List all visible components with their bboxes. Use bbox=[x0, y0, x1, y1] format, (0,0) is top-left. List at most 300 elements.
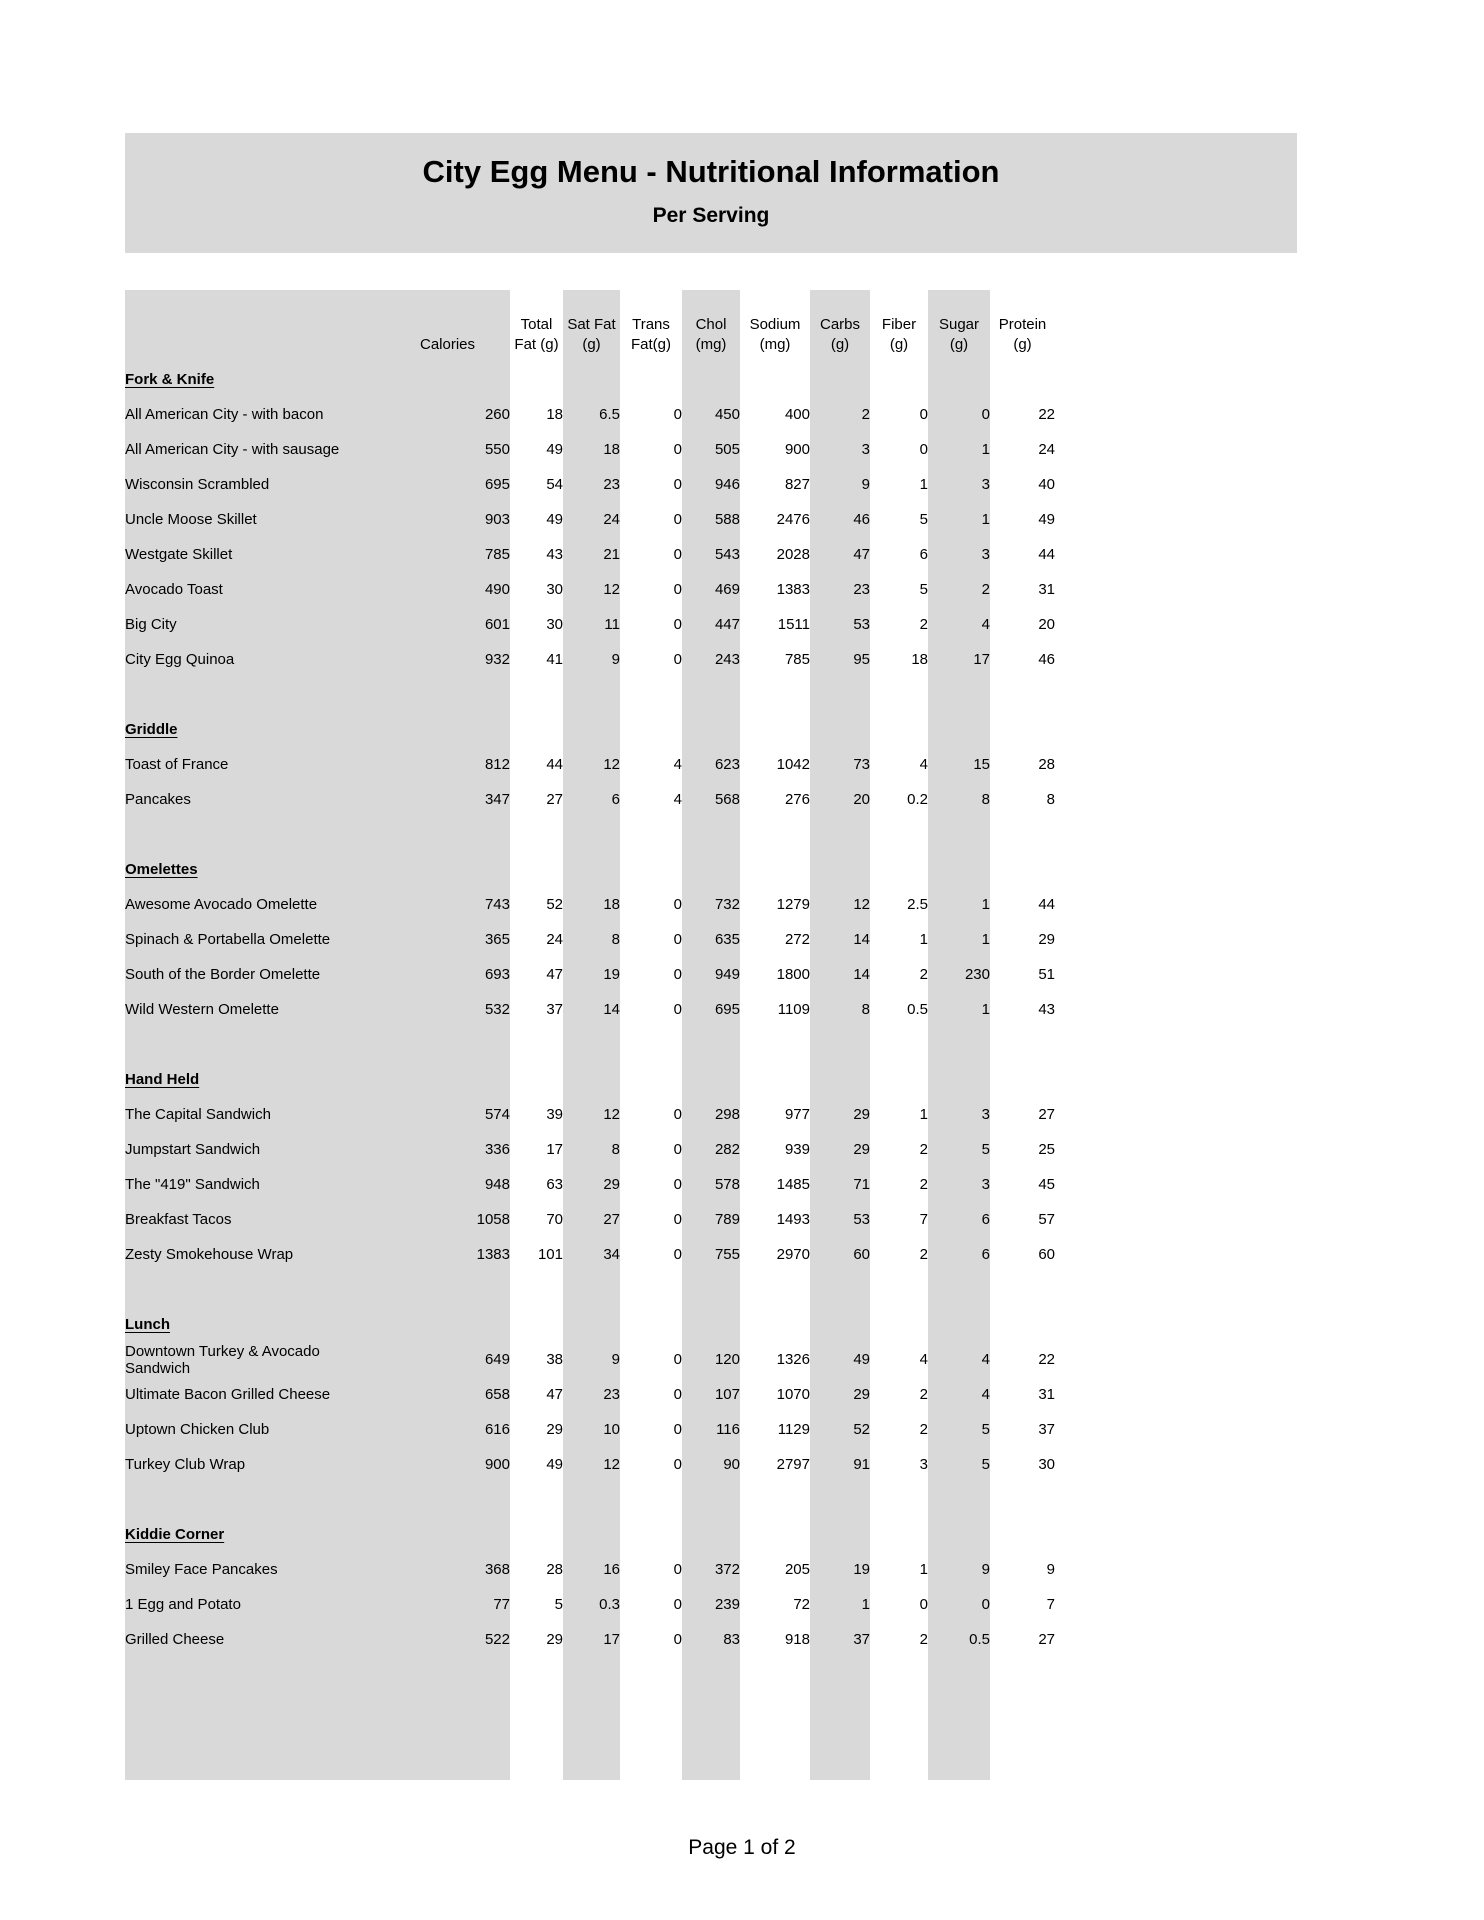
value-cell: 693 bbox=[385, 957, 510, 992]
title-banner bbox=[125, 133, 1297, 253]
spacer-cell bbox=[990, 817, 1055, 852]
value-cell: 2 bbox=[919, 966, 928, 983]
spacer-cell bbox=[510, 1027, 563, 1062]
value-cell: 52 bbox=[546, 896, 563, 913]
value-cell: 365 bbox=[385, 922, 510, 957]
value-cell: 1 bbox=[919, 1106, 928, 1123]
filler-cell bbox=[620, 1657, 682, 1780]
spacer-cell bbox=[990, 1027, 1055, 1062]
table-row bbox=[125, 607, 1055, 642]
value-cell: 0.2 bbox=[907, 791, 928, 808]
value-cell: 732 bbox=[682, 887, 740, 922]
value-cell: 949 bbox=[682, 957, 740, 992]
empty-cell bbox=[740, 852, 810, 887]
empty-cell bbox=[510, 1307, 563, 1342]
value-cell: 27 bbox=[1038, 1106, 1055, 1123]
item-name: Zesty Smokehouse Wrap bbox=[125, 1237, 385, 1272]
table-row bbox=[125, 1622, 1055, 1657]
value-cell: 29 bbox=[546, 1421, 563, 1438]
empty-cell bbox=[928, 1307, 990, 1342]
value-cell: 53 bbox=[810, 1202, 870, 1237]
value-cell: 743 bbox=[385, 887, 510, 922]
value-cell: 1485 bbox=[776, 1176, 810, 1193]
value-cell: 41 bbox=[546, 651, 563, 668]
value-cell: 1 bbox=[928, 432, 990, 467]
value-cell: 276 bbox=[784, 791, 810, 808]
value-cell: 1 bbox=[928, 887, 990, 922]
table-row bbox=[125, 1412, 1055, 1447]
value-cell: 948 bbox=[385, 1167, 510, 1202]
spacer-cell bbox=[510, 817, 563, 852]
value-cell: 11 bbox=[563, 607, 620, 642]
value-cell: 116 bbox=[682, 1412, 740, 1447]
value-cell: 17 bbox=[563, 1622, 620, 1657]
value-cell: 44 bbox=[1038, 896, 1055, 913]
value-cell: 8 bbox=[563, 922, 620, 957]
column-header: Protein (g) bbox=[998, 315, 1047, 353]
empty-cell bbox=[682, 362, 740, 397]
value-cell: 1383 bbox=[776, 581, 810, 598]
value-cell: 15 bbox=[928, 747, 990, 782]
empty-cell bbox=[740, 712, 810, 747]
item-name: All American City - with bacon bbox=[125, 397, 385, 432]
value-cell: 19 bbox=[563, 957, 620, 992]
value-cell: 39 bbox=[546, 1106, 563, 1123]
item-name: Awesome Avocado Omelette bbox=[125, 887, 385, 922]
value-cell: 0 bbox=[919, 1596, 928, 1613]
empty-cell bbox=[510, 712, 563, 747]
table-row bbox=[125, 747, 1055, 782]
value-cell: 20 bbox=[810, 782, 870, 817]
value-cell: 28 bbox=[546, 1561, 563, 1578]
value-cell: 903 bbox=[385, 502, 510, 537]
spacer-cell bbox=[870, 1482, 928, 1517]
value-cell: 44 bbox=[1038, 546, 1055, 563]
value-cell: 1070 bbox=[776, 1386, 810, 1403]
spacer-cell bbox=[510, 677, 563, 712]
spacer-cell bbox=[740, 1027, 810, 1062]
spacer-cell bbox=[682, 677, 740, 712]
empty-cell bbox=[810, 1062, 870, 1097]
filler-cell bbox=[682, 1657, 740, 1780]
value-cell: 9 bbox=[563, 1342, 620, 1377]
spacer-cell bbox=[510, 1272, 563, 1307]
value-cell: 3 bbox=[928, 1097, 990, 1132]
value-cell: 4 bbox=[673, 791, 682, 808]
value-cell: 6 bbox=[919, 546, 928, 563]
item-name: The Capital Sandwich bbox=[125, 1097, 385, 1132]
value-cell: 49 bbox=[546, 511, 563, 528]
spacer-cell bbox=[870, 1272, 928, 1307]
value-cell: 30 bbox=[546, 616, 563, 633]
spacer-cell bbox=[870, 677, 928, 712]
table-row bbox=[125, 432, 1055, 467]
value-cell: 0 bbox=[673, 1386, 682, 1403]
value-cell: 532 bbox=[385, 992, 510, 1027]
value-cell: 29 bbox=[563, 1167, 620, 1202]
spacer-cell bbox=[870, 817, 928, 852]
value-cell: 2 bbox=[919, 1141, 928, 1158]
value-cell: 4 bbox=[928, 1377, 990, 1412]
value-cell: 6 bbox=[928, 1202, 990, 1237]
empty-cell bbox=[870, 1517, 928, 1552]
item-name: 1 Egg and Potato bbox=[125, 1587, 385, 1622]
empty-cell bbox=[510, 1517, 563, 1552]
value-cell: 1058 bbox=[385, 1202, 510, 1237]
value-cell: 28 bbox=[1038, 756, 1055, 773]
value-cell: 0 bbox=[928, 1587, 990, 1622]
empty-cell bbox=[810, 712, 870, 747]
value-cell: 490 bbox=[385, 572, 510, 607]
item-name: Big City bbox=[125, 607, 385, 642]
empty-cell bbox=[740, 1517, 810, 1552]
spacer-cell bbox=[563, 677, 620, 712]
spacer-cell bbox=[125, 677, 385, 712]
empty-cell bbox=[810, 1517, 870, 1552]
value-cell: 4 bbox=[928, 607, 990, 642]
page-subtitle: Per Serving bbox=[652, 204, 770, 227]
value-cell: 505 bbox=[682, 432, 740, 467]
value-cell: 1383 bbox=[385, 1237, 510, 1272]
value-cell: 1279 bbox=[776, 896, 810, 913]
value-cell: 7 bbox=[1046, 1596, 1055, 1613]
value-cell: 60 bbox=[810, 1237, 870, 1272]
table-row bbox=[125, 467, 1055, 502]
table-row bbox=[125, 1377, 1055, 1412]
value-cell: 6 bbox=[928, 1237, 990, 1272]
value-cell: 17 bbox=[546, 1141, 563, 1158]
value-cell: 447 bbox=[682, 607, 740, 642]
empty-cell bbox=[563, 1517, 620, 1552]
table-row bbox=[125, 957, 1055, 992]
value-cell: 9 bbox=[563, 642, 620, 677]
value-cell: 24 bbox=[1038, 441, 1055, 458]
value-cell: 22 bbox=[1038, 1351, 1055, 1368]
spacer-cell bbox=[740, 1272, 810, 1307]
empty-cell bbox=[385, 852, 510, 887]
value-cell: 53 bbox=[810, 607, 870, 642]
value-cell: 658 bbox=[385, 1377, 510, 1412]
empty-cell bbox=[620, 1307, 682, 1342]
value-cell: 6 bbox=[563, 782, 620, 817]
spacer-cell bbox=[928, 1027, 990, 1062]
table-row bbox=[125, 397, 1055, 432]
nutrition-table bbox=[125, 290, 1055, 1780]
value-cell: 40 bbox=[1038, 476, 1055, 493]
value-cell: 49 bbox=[546, 441, 563, 458]
empty-cell bbox=[990, 1307, 1055, 1342]
value-cell: 16 bbox=[563, 1552, 620, 1587]
value-cell: 623 bbox=[682, 747, 740, 782]
value-cell: 24 bbox=[546, 931, 563, 948]
value-cell: 57 bbox=[1038, 1211, 1055, 1228]
value-cell: 22 bbox=[1038, 406, 1055, 423]
spacer-cell bbox=[928, 1482, 990, 1517]
value-cell: 60 bbox=[1038, 1246, 1055, 1263]
value-cell: 400 bbox=[784, 406, 810, 423]
value-cell: 789 bbox=[682, 1202, 740, 1237]
filler-cell bbox=[928, 1657, 990, 1780]
empty-cell bbox=[563, 362, 620, 397]
item-name: Uncle Moose Skillet bbox=[125, 502, 385, 537]
item-name: The "419" Sandwich bbox=[125, 1167, 385, 1202]
empty-cell bbox=[385, 362, 510, 397]
value-cell: 29 bbox=[546, 1631, 563, 1648]
empty-cell bbox=[563, 1307, 620, 1342]
empty-cell bbox=[810, 1307, 870, 1342]
spacer-cell bbox=[682, 1272, 740, 1307]
value-cell: 900 bbox=[784, 441, 810, 458]
table-row bbox=[125, 1167, 1055, 1202]
value-cell: 0 bbox=[673, 1176, 682, 1193]
filler-cell bbox=[510, 1657, 563, 1780]
value-cell: 2970 bbox=[776, 1246, 810, 1263]
empty-cell bbox=[620, 1062, 682, 1097]
value-cell: 2 bbox=[919, 1176, 928, 1193]
value-cell: 0 bbox=[673, 1456, 682, 1473]
value-cell: 52 bbox=[810, 1412, 870, 1447]
value-cell: 43 bbox=[1038, 1001, 1055, 1018]
column-header: Sat Fat (g) bbox=[563, 290, 620, 362]
value-cell: 5 bbox=[554, 1596, 563, 1613]
value-cell: 205 bbox=[784, 1561, 810, 1578]
value-cell: 0 bbox=[928, 397, 990, 432]
value-cell: 2 bbox=[810, 397, 870, 432]
value-cell: 9 bbox=[1046, 1561, 1055, 1578]
value-cell: 63 bbox=[546, 1176, 563, 1193]
table-row bbox=[125, 1202, 1055, 1237]
value-cell: 2476 bbox=[776, 511, 810, 528]
value-cell: 372 bbox=[682, 1552, 740, 1587]
value-cell: 73 bbox=[810, 747, 870, 782]
value-cell: 2.5 bbox=[907, 896, 928, 913]
value-cell: 29 bbox=[810, 1132, 870, 1167]
empty-cell bbox=[620, 712, 682, 747]
value-cell: 47 bbox=[546, 1386, 563, 1403]
value-cell: 1 bbox=[919, 476, 928, 493]
spacer-cell bbox=[928, 1272, 990, 1307]
value-cell: 7 bbox=[919, 1211, 928, 1228]
value-cell: 3 bbox=[810, 432, 870, 467]
value-cell: 43 bbox=[546, 546, 563, 563]
value-cell: 0 bbox=[673, 406, 682, 423]
value-cell: 1493 bbox=[776, 1211, 810, 1228]
value-cell: 37 bbox=[546, 1001, 563, 1018]
spacer-cell bbox=[620, 817, 682, 852]
value-cell: 0 bbox=[673, 1246, 682, 1263]
value-cell: 755 bbox=[682, 1237, 740, 1272]
value-cell: 23 bbox=[563, 467, 620, 502]
spacer-cell bbox=[682, 1482, 740, 1517]
value-cell: 0 bbox=[673, 1001, 682, 1018]
value-cell: 785 bbox=[784, 651, 810, 668]
empty-cell bbox=[385, 1062, 510, 1097]
value-cell: 550 bbox=[385, 432, 510, 467]
value-cell: 30 bbox=[1038, 1456, 1055, 1473]
spacer-cell bbox=[740, 1482, 810, 1517]
section-header: Griddle bbox=[125, 712, 385, 747]
value-cell: 24 bbox=[563, 502, 620, 537]
empty-cell bbox=[563, 712, 620, 747]
value-cell: 0 bbox=[673, 1351, 682, 1368]
section-header: Kiddie Corner bbox=[125, 1517, 385, 1552]
value-cell: 27 bbox=[1038, 1631, 1055, 1648]
empty-cell bbox=[740, 1062, 810, 1097]
spacer-cell bbox=[125, 1027, 385, 1062]
empty-cell bbox=[385, 1517, 510, 1552]
empty-cell bbox=[990, 852, 1055, 887]
filler-cell bbox=[125, 1657, 385, 1780]
value-cell: 46 bbox=[1038, 651, 1055, 668]
value-cell: 0 bbox=[673, 1561, 682, 1578]
empty-cell bbox=[510, 362, 563, 397]
value-cell: 29 bbox=[1038, 931, 1055, 948]
table-row bbox=[125, 782, 1055, 817]
column-header: Calories bbox=[385, 290, 510, 362]
value-cell: 827 bbox=[784, 476, 810, 493]
empty-cell bbox=[510, 1062, 563, 1097]
value-cell: 45 bbox=[1038, 1176, 1055, 1193]
item-name: Smiley Face Pancakes bbox=[125, 1552, 385, 1587]
value-cell: 1109 bbox=[777, 1001, 810, 1018]
item-name: Wisconsin Scrambled bbox=[125, 467, 385, 502]
value-cell: 574 bbox=[385, 1097, 510, 1132]
spacer-cell bbox=[740, 677, 810, 712]
spacer-cell bbox=[990, 1272, 1055, 1307]
filler-cell bbox=[563, 1657, 620, 1780]
table-row bbox=[125, 922, 1055, 957]
value-cell: 932 bbox=[385, 642, 510, 677]
item-name: Wild Western Omelette bbox=[125, 992, 385, 1027]
value-cell: 4 bbox=[919, 756, 928, 773]
value-cell: 0.3 bbox=[563, 1587, 620, 1622]
item-name: Ultimate Bacon Grilled Cheese bbox=[125, 1377, 385, 1412]
empty-cell bbox=[682, 1517, 740, 1552]
value-cell: 282 bbox=[682, 1132, 740, 1167]
value-cell: 8 bbox=[1046, 791, 1055, 808]
column-header: Carbs (g) bbox=[810, 290, 870, 362]
value-cell: 0 bbox=[673, 511, 682, 528]
value-cell: 95 bbox=[810, 642, 870, 677]
value-cell: 18 bbox=[563, 432, 620, 467]
value-cell: 812 bbox=[385, 747, 510, 782]
value-cell: 0 bbox=[673, 1596, 682, 1613]
value-cell: 71 bbox=[810, 1167, 870, 1202]
value-cell: 0.5 bbox=[928, 1622, 990, 1657]
empty-cell bbox=[620, 852, 682, 887]
value-cell: 1800 bbox=[776, 966, 810, 983]
value-cell: 601 bbox=[385, 607, 510, 642]
value-cell: 588 bbox=[682, 502, 740, 537]
value-cell: 18 bbox=[546, 406, 563, 423]
value-cell: 368 bbox=[385, 1552, 510, 1587]
value-cell: 939 bbox=[784, 1141, 810, 1158]
empty-cell bbox=[810, 852, 870, 887]
value-cell: 5 bbox=[919, 511, 928, 528]
value-cell: 29 bbox=[810, 1097, 870, 1132]
column-header: Fiber (g) bbox=[881, 315, 917, 353]
spacer-cell bbox=[385, 1482, 510, 1517]
spacer-cell bbox=[563, 1272, 620, 1307]
table-row bbox=[125, 1447, 1055, 1482]
value-cell: 14 bbox=[810, 957, 870, 992]
spacer-cell bbox=[870, 1027, 928, 1062]
value-cell: 977 bbox=[784, 1106, 810, 1123]
table-row bbox=[125, 537, 1055, 572]
value-cell: 120 bbox=[682, 1342, 740, 1377]
column-header: Total Fat (g) bbox=[514, 315, 559, 353]
value-cell: 5 bbox=[928, 1447, 990, 1482]
empty-cell bbox=[928, 1062, 990, 1097]
section-header: Fork & Knife bbox=[125, 362, 385, 397]
table-row bbox=[125, 1552, 1055, 1587]
value-cell: 3 bbox=[919, 1456, 928, 1473]
value-cell: 1 bbox=[928, 922, 990, 957]
value-cell: 0 bbox=[919, 406, 928, 423]
value-cell: 101 bbox=[537, 1246, 563, 1263]
value-cell: 91 bbox=[810, 1447, 870, 1482]
value-cell: 5 bbox=[928, 1412, 990, 1447]
table-row bbox=[125, 1237, 1055, 1272]
item-name: South of the Border Omelette bbox=[125, 957, 385, 992]
spacer-cell bbox=[620, 677, 682, 712]
item-name: Toast of France bbox=[125, 747, 385, 782]
value-cell: 0 bbox=[673, 581, 682, 598]
value-cell: 27 bbox=[563, 1202, 620, 1237]
value-cell: 0 bbox=[673, 1106, 682, 1123]
empty-cell bbox=[620, 362, 682, 397]
empty-cell bbox=[682, 1062, 740, 1097]
value-cell: 5 bbox=[928, 1132, 990, 1167]
section-header: Omelettes bbox=[125, 852, 385, 887]
value-cell: 12 bbox=[563, 1447, 620, 1482]
value-cell: 72 bbox=[793, 1596, 810, 1613]
spacer-cell bbox=[510, 1482, 563, 1517]
column-header: Sodium (mg) bbox=[749, 315, 801, 353]
value-cell: 5 bbox=[919, 581, 928, 598]
value-cell: 2 bbox=[919, 1386, 928, 1403]
item-name: Uptown Chicken Club bbox=[125, 1412, 385, 1447]
item-name: Spinach & Portabella Omelette bbox=[125, 922, 385, 957]
value-cell: 19 bbox=[810, 1552, 870, 1587]
value-cell: 2 bbox=[919, 1421, 928, 1438]
empty-cell bbox=[870, 1062, 928, 1097]
value-cell: 649 bbox=[385, 1342, 510, 1377]
value-cell: 1 bbox=[919, 931, 928, 948]
value-cell: 239 bbox=[682, 1587, 740, 1622]
empty-cell bbox=[990, 362, 1055, 397]
page-footer: Page 1 of 2 bbox=[688, 1836, 796, 1859]
page-title: City Egg Menu - Nutritional Information bbox=[422, 154, 1000, 189]
spacer-cell bbox=[620, 1272, 682, 1307]
value-cell: 568 bbox=[682, 782, 740, 817]
empty-cell bbox=[990, 1517, 1055, 1552]
empty-cell bbox=[620, 1517, 682, 1552]
value-cell: 0.5 bbox=[907, 1001, 928, 1018]
value-cell: 0 bbox=[673, 1421, 682, 1438]
empty-cell bbox=[870, 852, 928, 887]
value-cell: 31 bbox=[1038, 1386, 1055, 1403]
value-cell: 17 bbox=[928, 642, 990, 677]
column-header: Sugar (g) bbox=[928, 290, 990, 362]
item-name: Grilled Cheese bbox=[125, 1622, 385, 1657]
empty-cell bbox=[563, 1062, 620, 1097]
empty-cell bbox=[928, 362, 990, 397]
value-cell: 4 bbox=[928, 1342, 990, 1377]
value-cell: 543 bbox=[682, 537, 740, 572]
value-cell: 1326 bbox=[776, 1351, 810, 1368]
item-name: Pancakes bbox=[125, 782, 385, 817]
